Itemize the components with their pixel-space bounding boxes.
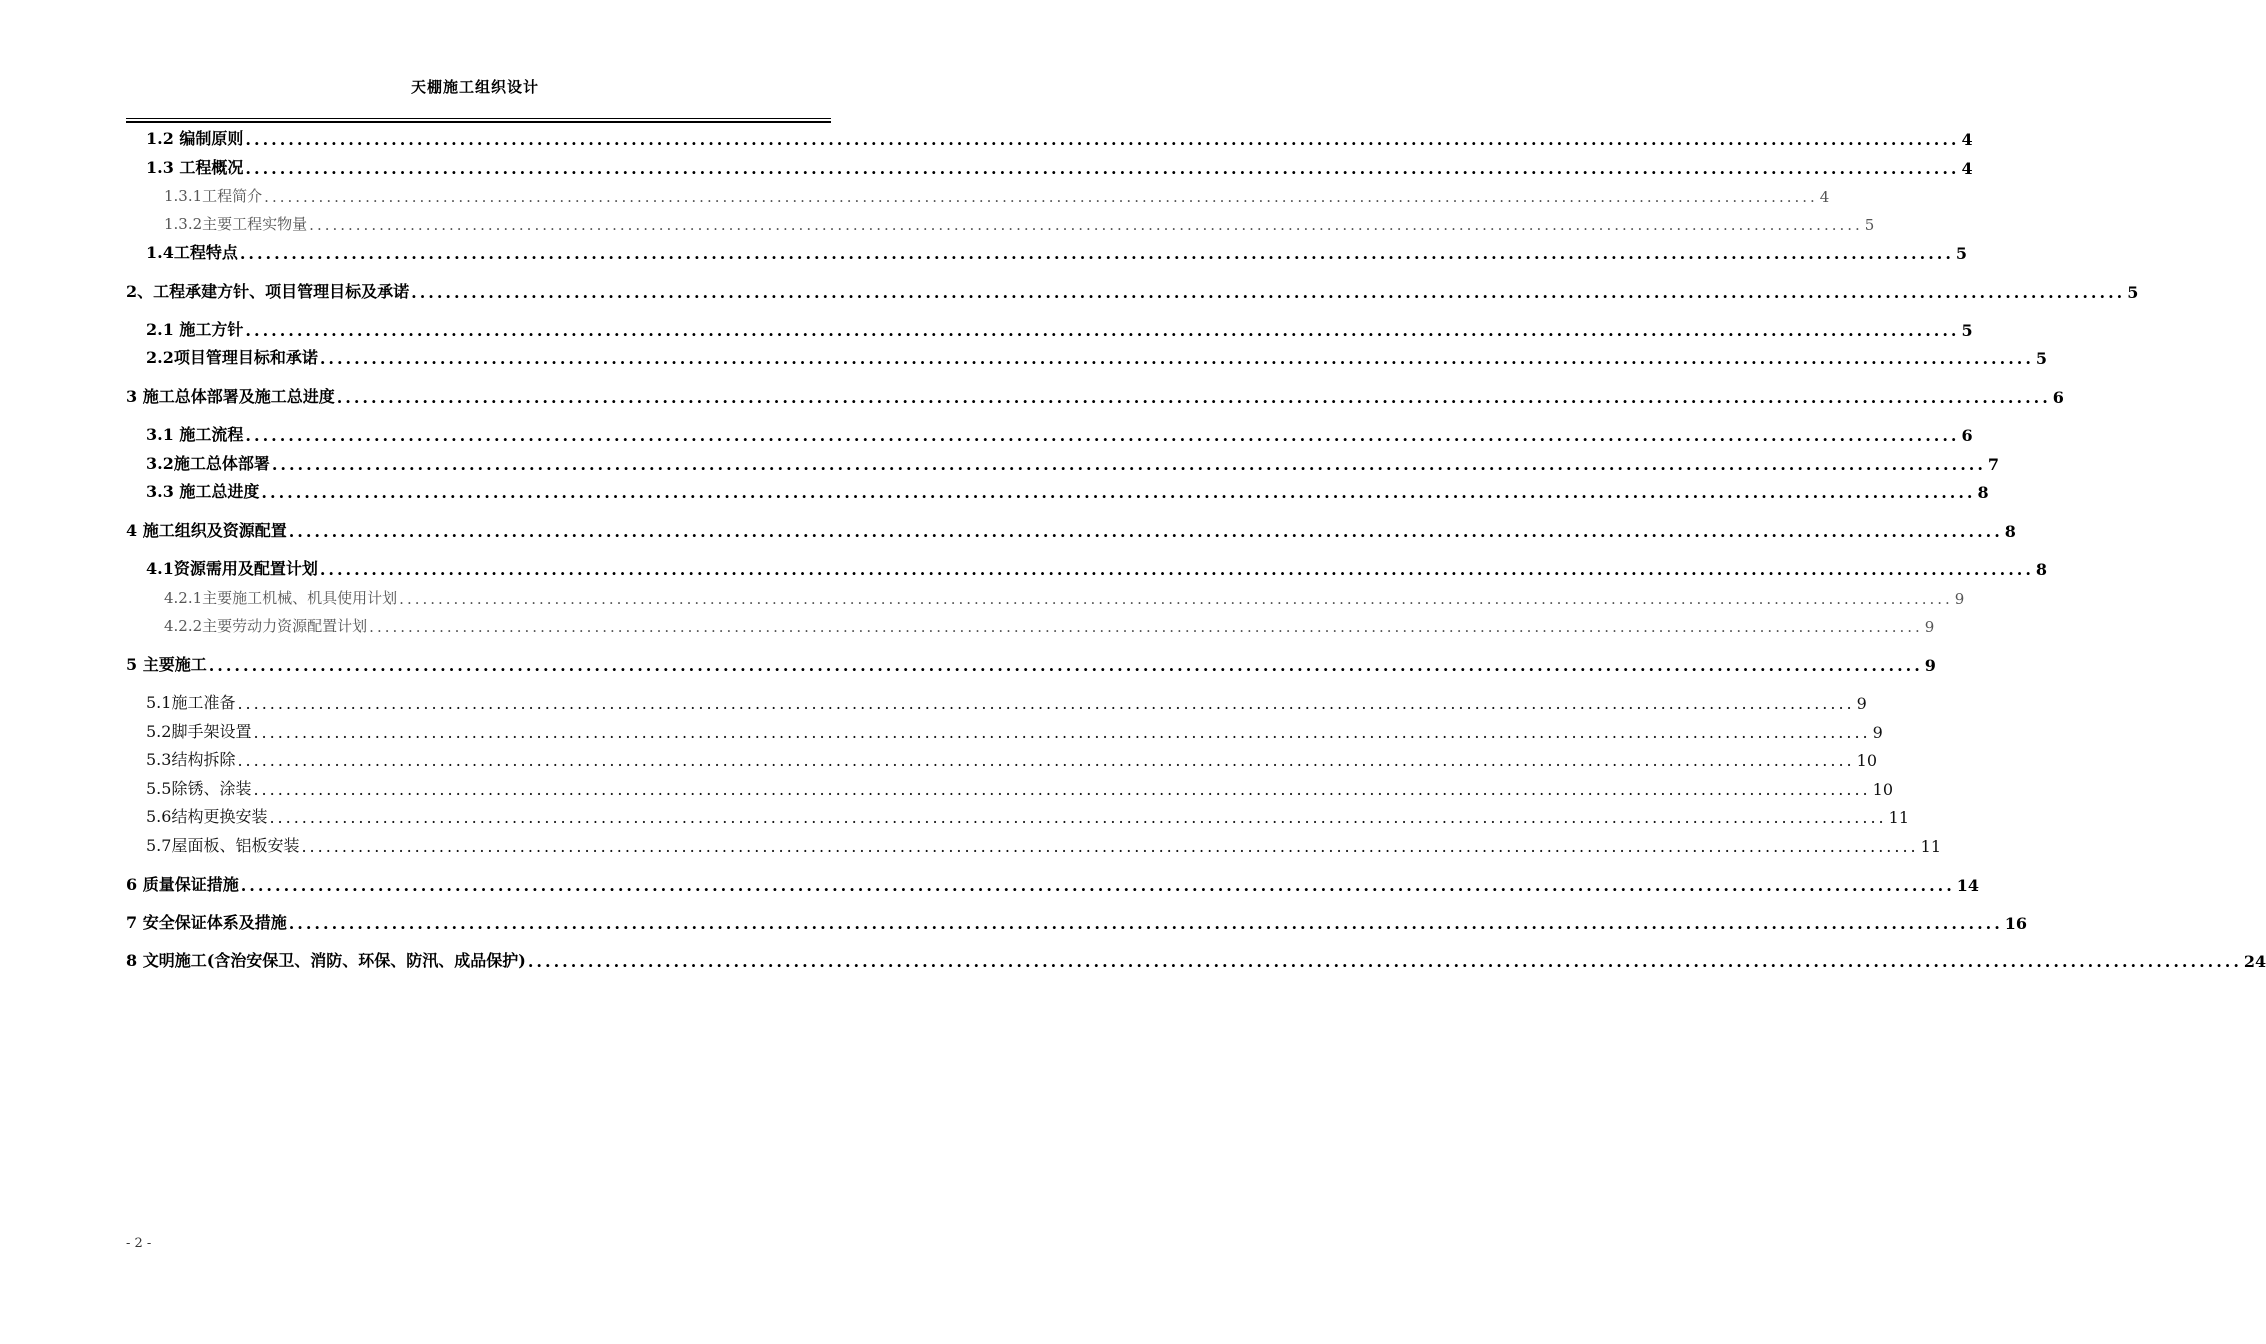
toc-dot-leader: ........................................................................................................................................................................................................ (288, 522, 2003, 541)
toc-entry-page: 9 (1924, 656, 1936, 675)
toc-dot-leader: ........................................................................................................................................................................................................ (245, 426, 1960, 445)
toc-entry[interactable] (146, 805, 1909, 827)
toc-entry-page: 9 (1954, 590, 1965, 608)
toc-entry[interactable] (146, 834, 1941, 856)
toc-dot-leader: ........................................................................................................................................................................................................ (245, 321, 1960, 340)
toc-entry[interactable] (146, 241, 1968, 263)
toc-entry-page: 10 (1856, 751, 1877, 770)
toc-entry[interactable] (126, 653, 1936, 675)
toc-dot-leader: ........................................................................................................................................................................................................ (237, 751, 1855, 770)
toc-entry[interactable] (126, 519, 2016, 541)
toc-entry[interactable] (164, 212, 1875, 234)
toc-entry-label: 1.3.1工程简介 (164, 187, 263, 205)
toc-entry-label: 2.1 施工方针 (146, 320, 244, 339)
toc-entry-label: 5.2脚手架设置 (146, 722, 252, 741)
toc-entry[interactable] (146, 720, 1883, 742)
toc-entry-label: 1.4工程特点 (146, 243, 238, 262)
toc-entry-page: 16 (2004, 914, 2028, 933)
toc-entry-label: 5.3结构拆除 (146, 750, 236, 769)
toc-dot-leader: ........................................................................................................................................................................................................ (239, 244, 1954, 263)
toc-entry-label: 5.7屋面板、铝板安装 (146, 836, 300, 855)
toc-entry-page: 8 (1977, 483, 1989, 502)
toc-entry-page: 9 (1924, 618, 1935, 636)
toc-entry[interactable] (146, 557, 2048, 579)
toc-dot-leader: ........................................................................................................................................................................................................ (319, 349, 2034, 368)
page-header-title: 天棚施工组织设计 (410, 78, 539, 96)
toc-entry-label: 1.3 工程概况 (146, 158, 244, 177)
toc-entry-label: 5 主要施工 (126, 655, 207, 674)
toc-dot-leader: ........................................................................................................................................................................................................ (288, 914, 2003, 933)
toc-entry-page: 14 (1956, 876, 1980, 895)
toc-entry[interactable] (164, 614, 1935, 636)
toc-entry-label: 4 施工组织及资源配置 (126, 521, 287, 540)
toc-entry-page: 8 (2035, 560, 2048, 579)
toc-dot-leader: ........................................................................................................................................................................................................ (399, 590, 1953, 608)
toc-entry[interactable] (146, 480, 1989, 502)
toc-dot-leader: ........................................................................................................................................................................................................ (245, 130, 1960, 149)
toc-entry-label: 7 安全保证体系及措施 (126, 913, 287, 932)
toc-entry-label: 5.5除锈、涂装 (146, 779, 252, 798)
toc-entry-page: 5 (2127, 283, 2139, 302)
toc-dot-leader: ........................................................................................................................................................................................................ (309, 216, 1863, 234)
toc-entry[interactable] (146, 777, 1893, 799)
toc-entry[interactable] (126, 873, 1980, 895)
toc-entry-label: 3 施工总体部署及施工总进度 (126, 387, 335, 406)
toc-dot-leader: ........................................................................................................................................................................................................ (527, 952, 2242, 971)
toc-dot-leader: ........................................................................................................................................................................................................ (253, 723, 1871, 742)
toc-entry[interactable] (146, 156, 1973, 178)
toc-entry-page: 7 (1987, 455, 2000, 474)
toc-entry[interactable] (146, 346, 2048, 368)
toc-dot-leader: ........................................................................................................................................................................................................ (261, 483, 1976, 502)
toc-entry[interactable] (126, 280, 2139, 302)
toc-entry-page: 5 (1961, 321, 1973, 340)
toc-entry-page: 6 (2052, 388, 2064, 407)
toc-entry-page: 5 (1864, 216, 1875, 234)
toc-entry-label: 4.2.2主要劳动力资源配置计划 (164, 617, 368, 635)
toc-entry-label: 5.1施工准备 (146, 693, 236, 712)
toc-entry[interactable] (164, 586, 1965, 608)
toc-entry[interactable] (126, 385, 2064, 407)
toc-entry-page: 4 (1961, 130, 1973, 149)
toc-dot-leader: ........................................................................................................................................................................................................ (369, 618, 1923, 636)
toc-dot-leader: ........................................................................................................................................................................................................ (411, 283, 2126, 302)
toc-entry-page: 4 (1961, 159, 1973, 178)
toc-entry-label: 3.2施工总体部署 (146, 454, 270, 473)
toc-dot-leader: ........................................................................................................................................................................................................ (264, 188, 1818, 206)
toc-dot-leader: ........................................................................................................................................................................................................ (253, 780, 1871, 799)
toc-entry-page: 8 (2004, 522, 2016, 541)
toc-entry-page: 24 (2243, 952, 2266, 971)
toc-entry-label: 8 文明施工(含治安保卫、消防、环保、防汛、成品保护) (126, 951, 526, 970)
toc-entry-label: 4.2.1主要施工机械、机具使用计划 (164, 589, 398, 607)
toc-dot-leader: ........................................................................................................................................................................................................ (319, 560, 2034, 579)
toc-entry-label: 3.3 施工总进度 (146, 482, 260, 501)
toc-entry-page: 11 (1920, 837, 1941, 856)
toc-entry-label: 6 质量保证措施 (126, 875, 239, 894)
toc-dot-leader: ........................................................................................................................................................................................................ (271, 455, 1986, 474)
toc-entry[interactable] (146, 423, 1973, 445)
toc-entry-label: 2、工程承建方针、项目管理目标及承诺 (126, 282, 410, 301)
toc-entry-label: 4.1资源需用及配置计划 (146, 559, 318, 578)
toc-entry-page: 10 (1872, 780, 1893, 799)
toc-entry-label: 1.2 编制原则 (146, 129, 244, 148)
toc-dot-leader: ........................................................................................................................................................................................................ (208, 656, 1923, 675)
toc-entry[interactable] (126, 949, 2266, 971)
toc-entry[interactable] (146, 318, 1973, 340)
toc-dot-leader: ........................................................................................................................................................................................................ (240, 876, 1955, 895)
toc-entry-page: 4 (1819, 188, 1830, 206)
footer-page-number: - 2 - (126, 1236, 152, 1251)
toc-entry-label: 5.6结构更换安装 (146, 807, 268, 826)
toc-entry-label: 3.1 施工流程 (146, 425, 244, 444)
toc-dot-leader: ........................................................................................................................................................................................................ (245, 159, 1960, 178)
toc-entry-page: 5 (2035, 349, 2048, 368)
toc-entry[interactable] (146, 452, 2000, 474)
toc-entry-page: 9 (1856, 694, 1867, 713)
toc-entry[interactable] (164, 184, 1830, 206)
toc-entry-label: 2.2项目管理目标和承诺 (146, 348, 318, 367)
toc-entry-label: 1.3.2主要工程实物量 (164, 215, 308, 233)
toc-entry[interactable] (146, 748, 1877, 770)
toc-entry-page: 11 (1888, 808, 1909, 827)
toc-dot-leader: ........................................................................................................................................................................................................ (237, 694, 1855, 713)
toc-entry-page: 6 (1961, 426, 1973, 445)
toc-entry[interactable] (146, 691, 1867, 713)
toc-dot-leader: ........................................................................................................................................................................................................ (269, 808, 1887, 827)
toc-entry-page: 9 (1872, 723, 1883, 742)
toc-entry-page: 5 (1955, 244, 1968, 263)
toc-entry[interactable] (146, 127, 1973, 149)
toc-dot-leader: ........................................................................................................................................................................................................ (301, 837, 1919, 856)
toc-dot-leader: ........................................................................................................................................................................................................ (336, 388, 2051, 407)
toc-entry[interactable] (126, 911, 2028, 933)
